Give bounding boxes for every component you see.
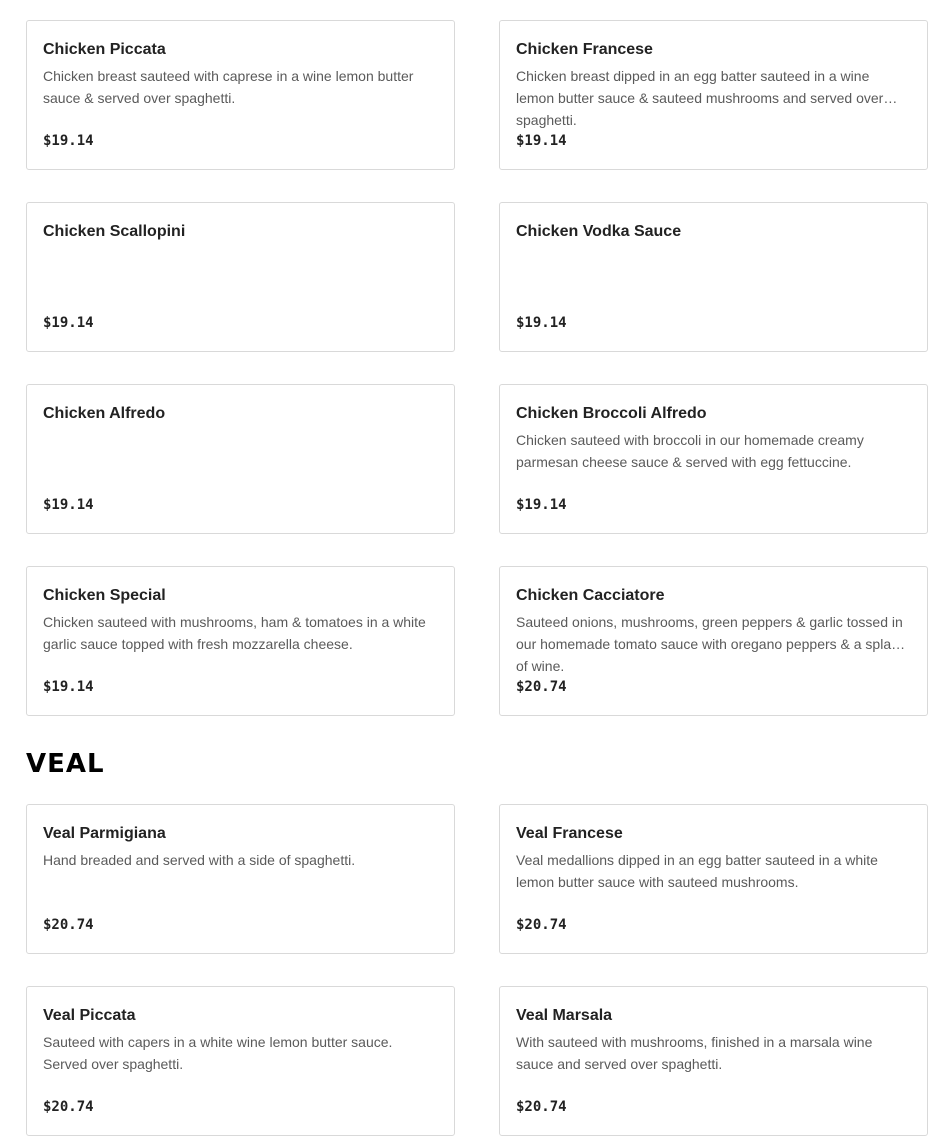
menu-item-price: $20.74 (516, 1099, 567, 1115)
menu-item-description: Sauteed with capers in a white wine lemon butter sauce. Served over spaghetti. (43, 1034, 393, 1072)
menu-item-name: Veal Marsala (516, 1007, 613, 1024)
menu-item-card[interactable] (499, 384, 928, 534)
menu-item-description: Hand breaded and served with a side of spaghetti. (43, 852, 356, 868)
menu-item-name: Chicken Piccata (43, 41, 166, 58)
menu-item-name: Chicken Vodka Sauce (516, 223, 682, 240)
menu-item-price: $19.14 (516, 497, 567, 513)
menu-item-name: Chicken Special (43, 587, 166, 604)
menu-item-card[interactable] (499, 804, 928, 954)
menu-item-description: Chicken breast dipped in an egg batter sauteed in a wine lemon butter sauce & sauteed mushrooms and served over spaghetti. (516, 68, 884, 128)
menu-item-card[interactable] (499, 986, 928, 1136)
menu-item-price: $19.14 (43, 133, 94, 149)
menu-item-price: $19.14 (516, 133, 567, 149)
menu-item-description: Chicken sauteed with broccoli in our homemade creamy parmesan cheese sauce & served with egg fettuccine. (516, 432, 864, 470)
menu-item-name: Veal Parmigiana (43, 825, 166, 842)
menu-item-price: $20.74 (516, 917, 567, 933)
menu-item-name: Chicken Cacciatore (516, 587, 665, 604)
menu-item-card[interactable] (26, 384, 455, 534)
menu-item-price: $19.14 (43, 497, 94, 513)
menu-item-description: Veal medallions dipped in an egg batter sauteed in a white lemon butter sauce with sauteed mushrooms. (516, 852, 878, 890)
section-heading-veal: VEAL (26, 749, 105, 779)
menu-item-price: $20.74 (516, 679, 567, 695)
menu-item-name: Chicken Francese (516, 41, 653, 58)
menu-item-name: Veal Piccata (43, 1007, 136, 1024)
menu-item-description: Sauteed onions, mushrooms, green peppers & garlic tossed in our homemade tomato sauce with oregano peppers & a splash of wine. (516, 614, 906, 674)
menu-item-price: $19.14 (43, 679, 94, 695)
menu-item-description: Chicken breast sauteed with caprese in a wine lemon butter sauce & served over spaghetti. (43, 68, 414, 106)
menu-item-description: With sauteed with mushrooms, finished in a marsala wine sauce and served over spaghetti. (516, 1034, 873, 1072)
menu-item-card[interactable] (26, 804, 455, 954)
menu-item-card[interactable] (26, 566, 455, 716)
menu-item-price: $19.14 (516, 315, 567, 331)
menu-item-name: Veal Francese (516, 825, 623, 842)
menu-item-card[interactable] (499, 202, 928, 352)
menu-item-price: $20.74 (43, 917, 94, 933)
menu-item-card[interactable] (499, 566, 928, 716)
menu-item-name: Chicken Broccoli Alfredo (516, 405, 707, 422)
menu-item-price: $19.14 (43, 315, 94, 331)
menu-item-card[interactable] (499, 20, 928, 170)
menu-item-name: Chicken Alfredo (43, 405, 166, 422)
menu-item-card[interactable] (26, 986, 455, 1136)
menu-item-card[interactable] (26, 202, 455, 352)
menu-item-name: Chicken Scallopini (43, 223, 186, 240)
menu-item-card[interactable] (26, 20, 455, 170)
menu-item-price: $20.74 (43, 1099, 94, 1115)
menu-item-description: Chicken sauteed with mushrooms, ham & tomatoes in a white garlic sauce topped with fresh mozzarella cheese. (43, 614, 426, 652)
